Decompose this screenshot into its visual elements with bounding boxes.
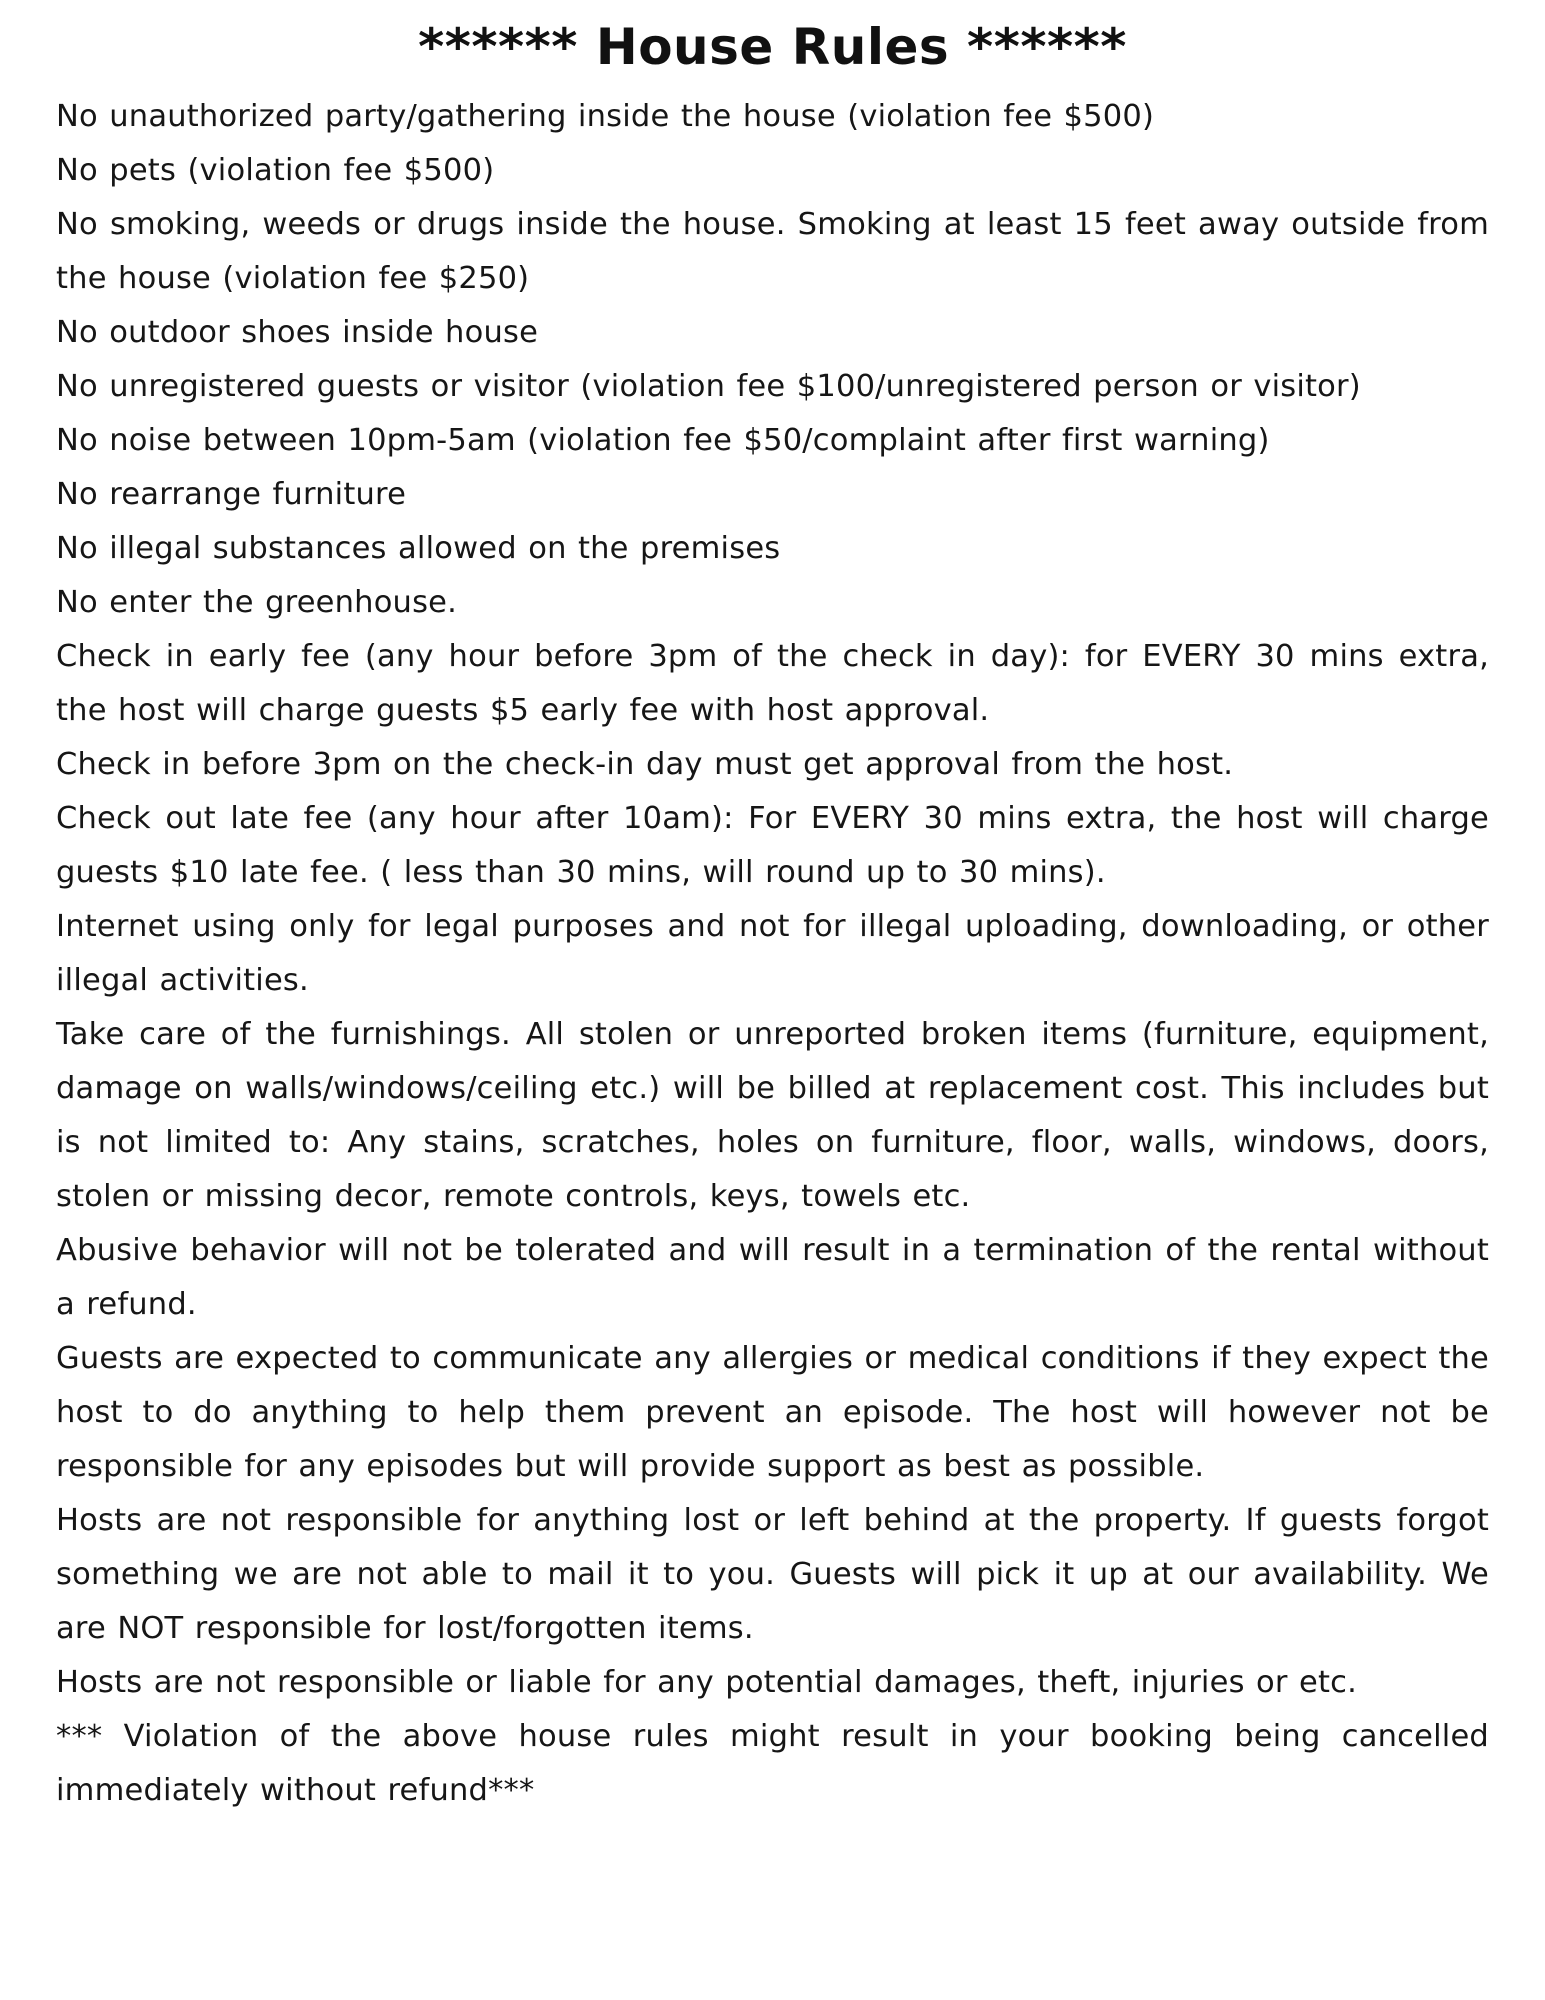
rule-no-illegal-substances: No illegal substances allowed on the premises — [56, 531, 781, 566]
rule-no-rearrange-furniture: No rearrange furniture — [56, 477, 407, 512]
page-title: ****** House Rules ****** — [418, 18, 1127, 76]
rule-violation-warning: *** Violation of the above house rules might result in your booking being cancelled immediately without refund*** — [56, 1719, 1489, 1808]
rule-furnishings-care: Take care of the furnishings. All stolen or unreported broken items (furniture, equipment, damage on walls/windows/ceiling etc.) will be billed at replacement cost. This includes but is not limited to: Any stains, scratches, holes on furniture, floor, walls, windows, doors, stolen or missing decor, remote controls, keys, towels etc. — [56, 1017, 1489, 1214]
rule-no-unregistered-guests: No unregistered guests or visitor (violation fee $100/unregistered person or visitor) — [56, 369, 1361, 404]
rule-check-in-early-fee: Check in early fee (any hour before 3pm of the check in day): for EVERY 30 mins extra, the host will charge guests $5 early fee with host approval. — [56, 639, 1489, 728]
rule-lost-items: Hosts are not responsible for anything lost or left behind at the property. If guests forgot something we are not able to mail it to you. Guests will pick it up at our availability. We are NOT responsible for lost/forgotten items. — [56, 1503, 1489, 1646]
rule-no-party: No unauthorized party/gathering inside the house (violation fee $500) — [56, 99, 1155, 134]
rule-no-smoking: No smoking, weeds or drugs inside the house. Smoking at least 15 feet away outside from the house (violation fee $250) — [56, 207, 1489, 296]
rule-check-in-approval: Check in before 3pm on the check-in day must get approval from the host. — [56, 747, 1234, 782]
rule-no-pets: No pets (violation fee $500) — [56, 153, 495, 188]
rule-no-noise: No noise between 10pm-5am (violation fee $50/complaint after first warning) — [56, 423, 1270, 458]
rule-liability: Hosts are not responsible or liable for any potential damages, theft, injuries or etc. — [56, 1665, 1358, 1700]
rule-no-outdoor-shoes: No outdoor shoes inside house — [56, 315, 539, 350]
rule-abusive-behavior: Abusive behavior will not be tolerated and will result in a termination of the rental without a refund. — [56, 1233, 1489, 1322]
rules-list — [56, 90, 1489, 1818]
rule-no-greenhouse: No enter the greenhouse. — [56, 585, 458, 620]
rule-check-out-late-fee: Check out late fee (any hour after 10am): For EVERY 30 mins extra, the host will charge guests $10 late fee. ( less than 30 mins, will round up to 30 mins). — [56, 801, 1489, 890]
rule-allergies-communication: Guests are expected to communicate any allergies or medical conditions if they expect the host to do anything to help them prevent an episode. The host will however not be responsible for any episodes but will provide support as best as possible. — [56, 1341, 1489, 1484]
rule-internet-usage: Internet using only for legal purposes and not for illegal uploading, downloading, or other illegal activities. — [56, 909, 1489, 998]
